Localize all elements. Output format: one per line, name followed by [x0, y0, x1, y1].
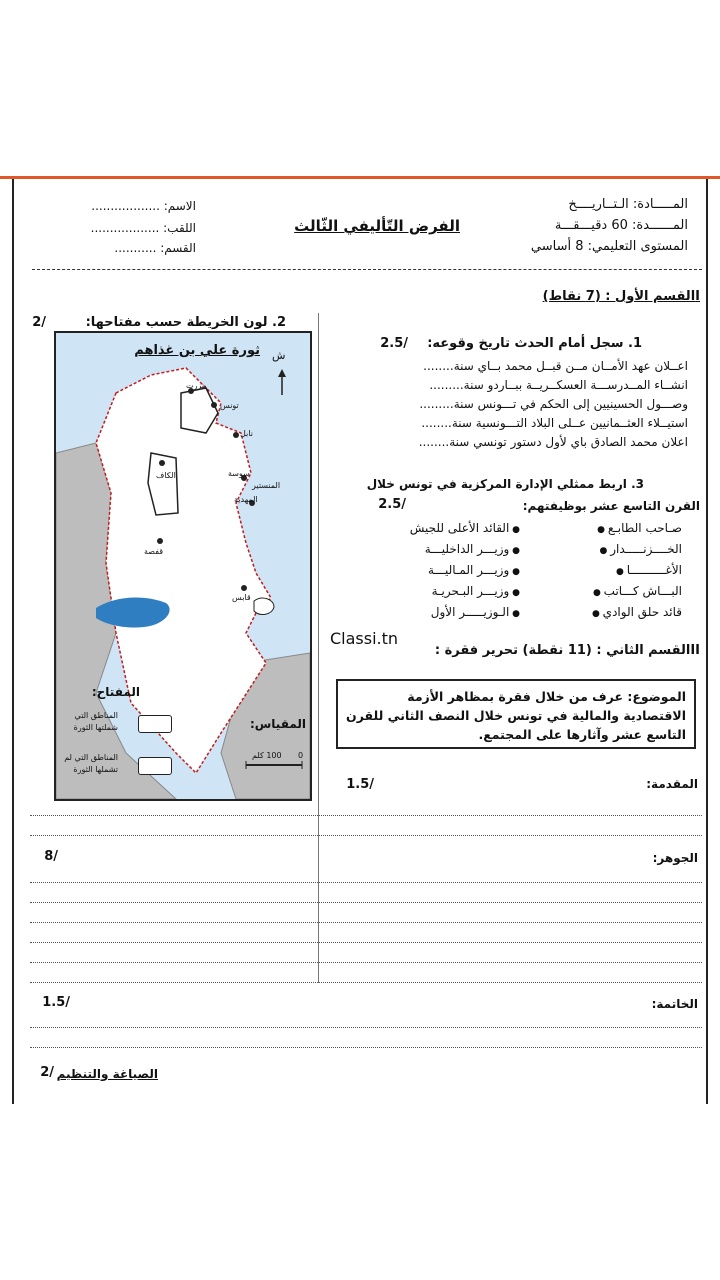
q3-score: /2.5 [378, 497, 406, 512]
city-label: سوسة [228, 469, 250, 478]
tunisia-map [54, 331, 312, 801]
topic-box: الموضوع: عرف من خلال فقرة بمظاهر الأزمة الاقتصادية والمالية في تونس خلال النصف الثاني للقرن التاسع عشر وآثارها على المجتمع. [336, 679, 696, 749]
q3-title-item: الأغــــــــــا ● [542, 561, 682, 582]
key-swatch-uncovered [138, 757, 172, 775]
section-field: القسم: ........... [114, 241, 196, 255]
map-title: ثورة علي بن غذاهم [134, 343, 260, 358]
answer-line [30, 835, 702, 836]
q1-list [358, 357, 688, 452]
q3-title-item: الخــــزنـــــدار ● [542, 540, 682, 561]
city-label: قفصة [144, 547, 164, 556]
q3-roles [370, 519, 520, 624]
q3-role-item: ● وزيـــر البـحريـة [370, 582, 520, 603]
q1-score: /2.5 [380, 336, 408, 351]
answer-line [30, 962, 702, 963]
key-item1-line2: شملتها الثورة [73, 723, 118, 732]
conclusion-score: /1.5 [42, 995, 70, 1010]
exam-sheet [12, 179, 708, 1104]
city-label: تونس [220, 401, 239, 410]
answer-line [30, 1027, 702, 1028]
level-label: المستوى التعليمي: 8 أساسي [530, 239, 688, 254]
q2-score: /2 [32, 315, 46, 330]
q3-titles [542, 519, 682, 624]
scale-zero: 0 [298, 751, 304, 760]
q3-role-item: ● الـوزيـــــر الأول [370, 603, 520, 624]
q1-item: اعــلان عهد الأمــان مــن قبــل محمد بــاي سنة........ [423, 359, 688, 373]
city-label: نابل [240, 429, 253, 438]
answer-line [30, 1047, 702, 1048]
q2-label: 2. لون الخريطة حسب مفتاحها: [85, 315, 286, 330]
city-label: الكاف [156, 471, 176, 480]
answer-line [30, 882, 702, 883]
q1-label: 1. سجل أمام الحدث تاريخ وقوعه: [427, 336, 642, 351]
key-item1-line1: المناطق التي [74, 711, 118, 720]
scale-label: 100 كلم [252, 751, 282, 760]
city-label: قابس [232, 593, 251, 602]
key-item2-line1: المناطق التي لم [64, 753, 118, 762]
style-label: الصياغة والتنظيم [56, 1067, 158, 1081]
answer-line [30, 942, 702, 943]
q1-item: انشــاء المــدرســـة العسكــريــة ببــاردو سنة......... [429, 378, 688, 392]
key-item2-line2: تشملها الثورة [73, 765, 118, 774]
q1-item: اعلان محمد الصادق باي لأول دستور تونسي سنة........ [418, 435, 688, 449]
q3-label-line2: القرن التاسع عشر بوظيفتهم: [522, 499, 700, 513]
city-label: بنزرت [186, 381, 207, 390]
city-label: المهدية [234, 495, 258, 504]
answer-line [30, 982, 702, 983]
answer-line [30, 902, 702, 903]
q1-item: وصـــول الحسينيين إلى الحكم في تـــونس سنة......... [419, 397, 688, 411]
q3-label-line1: 3. اربط ممثلي الإدارة المركزية في تونس خلال [366, 477, 644, 491]
surname-field: اللقب: .................. [90, 221, 196, 235]
q1-item: استيــلاء العثــمانيين عــلى البلاد التـــونسية سنة........ [421, 416, 688, 430]
q3-title-item: قائد حلق الوادي ● [542, 603, 682, 624]
part2-heading: IIالقسم الثاني : (11 نقطة) تحرير فقرة : [434, 643, 700, 658]
q3-role-item: ● وزيـــر الداخليـــة [370, 540, 520, 561]
key-title: المفتاح: [91, 685, 140, 699]
key-swatch-covered [138, 715, 172, 733]
watermark: Classi.tn [330, 629, 399, 648]
subject-label: المـــــادة: الـتــاريــــخ [568, 197, 688, 212]
conclusion-label: الخاتمة: [651, 997, 698, 1011]
body-score: /8 [44, 849, 58, 864]
q3-title-item: صـاحب الطابـع ● [542, 519, 682, 540]
header-divider [32, 269, 702, 270]
north-label: ش [272, 349, 286, 362]
answer-line [30, 815, 702, 816]
body-label: الجوهر: [652, 851, 698, 865]
scale-title: المقياس: [249, 717, 306, 731]
answer-line [30, 922, 702, 923]
part1-heading: Iالقسم الأول : (7 نقاط) [542, 289, 700, 304]
intro-label: المقدمة: [646, 777, 698, 791]
intro-score: /1.5 [346, 777, 374, 792]
name-field: الاسم: .................. [91, 199, 196, 213]
city-label: المنستير [252, 481, 281, 490]
style-score: /2 [40, 1065, 54, 1080]
duration-label: المــــــدة: 60 دقيـــقـــة [554, 218, 688, 233]
q3-title-item: البـــاش كـــاتب ● [542, 582, 682, 603]
q3-role-item: ● القائد الأعلى للجيش [370, 519, 520, 540]
q3-role-item: ● وزيـــر المـاليـــة [370, 561, 520, 582]
exam-title: الفرض التّأليفي الثّالث [294, 217, 460, 235]
